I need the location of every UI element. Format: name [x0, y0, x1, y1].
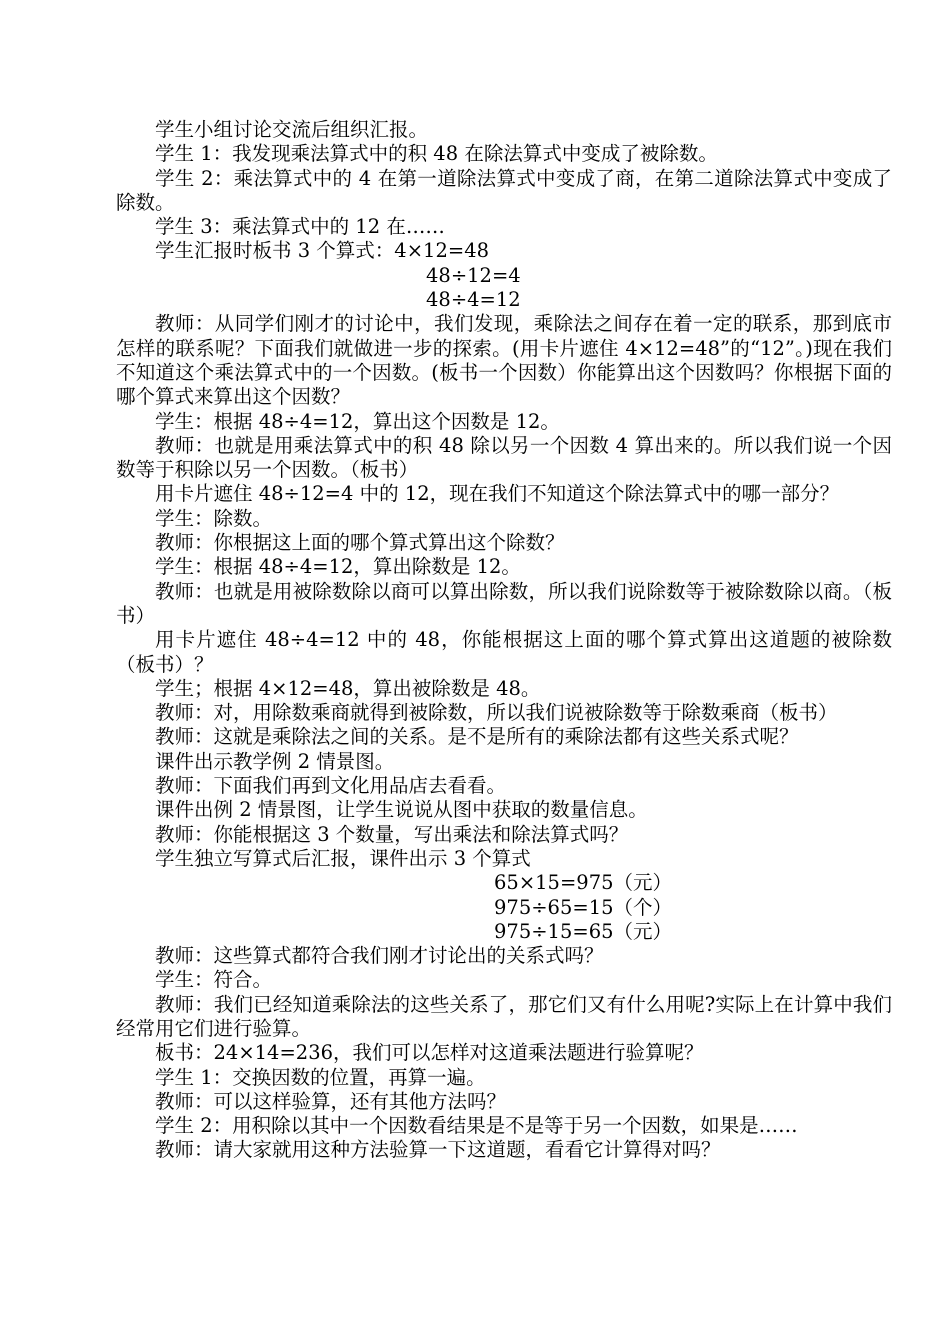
paragraph: 教师：从同学们刚才的讨论中，我们发现，乘除法之间存在着一定的联系，那到底市怎样的联系呢？下面我们就做进一步的探索。(用卡片遮住 4×12=48”的“12”。)现在我们不知道这个乘法算式中的一个因数。(板书一个因数）你能算出这个因数吗？你根据下面的哪个算式来算出这个因数？ [116, 312, 892, 409]
paragraph: 学生 2：用积除以其中一个因数看结果是不是等于另一个因数，如果是…… [155, 1114, 798, 1138]
paragraph: 学生汇报时板书 3 个算式：4×12=48 [155, 239, 490, 263]
paragraph: 教师：这就是乘除法之间的关系。是不是所有的乘除法都有这些关系式呢？ [155, 725, 799, 749]
equation-line: 975÷65=15（个） [494, 895, 673, 919]
paragraph: 教师：请大家就用这种方法验算一下这道题，看看它计算得对吗？ [155, 1138, 721, 1162]
paragraph: 学生 3：乘法算式中的 12 在…… [155, 215, 445, 239]
paragraph: 学生 1：交换因数的位置，再算一遍。 [155, 1065, 486, 1089]
equation-line: 48÷12=4 [426, 263, 521, 287]
paragraph: 课件出示教学例 2 情景图。 [155, 749, 395, 773]
paragraph: 用卡片遮住 48÷4=12 中的 48，你能根据这上面的哪个算式算出这道题的被除数（板书）？ [116, 628, 892, 676]
paragraph: 学生独立写算式后汇报，课件出示 3 个算式 [155, 846, 531, 870]
paragraph: 学生小组讨论交流后组织汇报。 [155, 118, 429, 141]
paragraph: 学生 1：我发现乘法算式中的积 48 在除法算式中变成了被除数。 [155, 142, 718, 166]
equation-line: 48÷4=12 [426, 288, 521, 312]
paragraph: 教师：这些算式都符合我们刚才讨论出的关系式吗？ [155, 944, 604, 968]
paragraph: 学生：根据 48÷4=12，算出这个因数是 12。 [155, 409, 560, 433]
paragraph: 教师：也就是用乘法算式中的积 48 除以另一个因数 4 算出来的。所以我们说一个因数等于积除以另一个因数。（板书） [116, 433, 892, 482]
paragraph: 教师：你根据这上面的哪个算式算出这个除数？ [155, 531, 565, 555]
paragraph: 学生：除数。 [155, 506, 273, 530]
equation-line: 65×15=975（元） [494, 871, 673, 895]
paragraph: 学生 2：乘法算式中的 4 在第一道除法算式中变成了商，在第二道除法算式中变成了除数。 [116, 166, 892, 214]
paragraph: 教师：我们已经知道乘除法的这些关系了，那它们又有什么用呢?实际上在计算中我们经常用它们进行验算。 [116, 992, 892, 1040]
paragraph: 教师：也就是用被除数除以商可以算出除数，所以我们说除数等于被除数除以商。（板书） [116, 579, 892, 627]
paragraph: 教师：你能根据这 3 个数量，写出乘法和除法算式吗？ [155, 822, 629, 846]
paragraph: 教师：下面我们再到文化用品店去看看。 [155, 774, 507, 798]
paragraph: 学生：根据 48÷4=12，算出除数是 12。 [155, 555, 521, 579]
paragraph: 用卡片遮住 48÷12=4 中的 12，现在我们不知道这个除法算式中的哪一部分？ [155, 482, 840, 506]
paragraph: 学生：符合。 [155, 968, 273, 992]
equation-line: 975÷15=65（元） [494, 919, 673, 943]
document-body [116, 118, 892, 1163]
paragraph: 课件出例 2 情景图，让学生说说从图中获取的数量信息。 [155, 798, 648, 822]
paragraph: 教师：对，用除数乘商就得到被除数，所以我们说被除数等于除数乘商（板书） [155, 701, 838, 725]
paragraph: 板书：24×14=236，我们可以怎样对这道乘法题进行验算呢？ [155, 1041, 704, 1065]
paragraph: 教师：可以这样验算，还有其他方法吗？ [155, 1089, 507, 1113]
paragraph: 学生；根据 4×12=48，算出被除数是 48。 [155, 676, 541, 700]
